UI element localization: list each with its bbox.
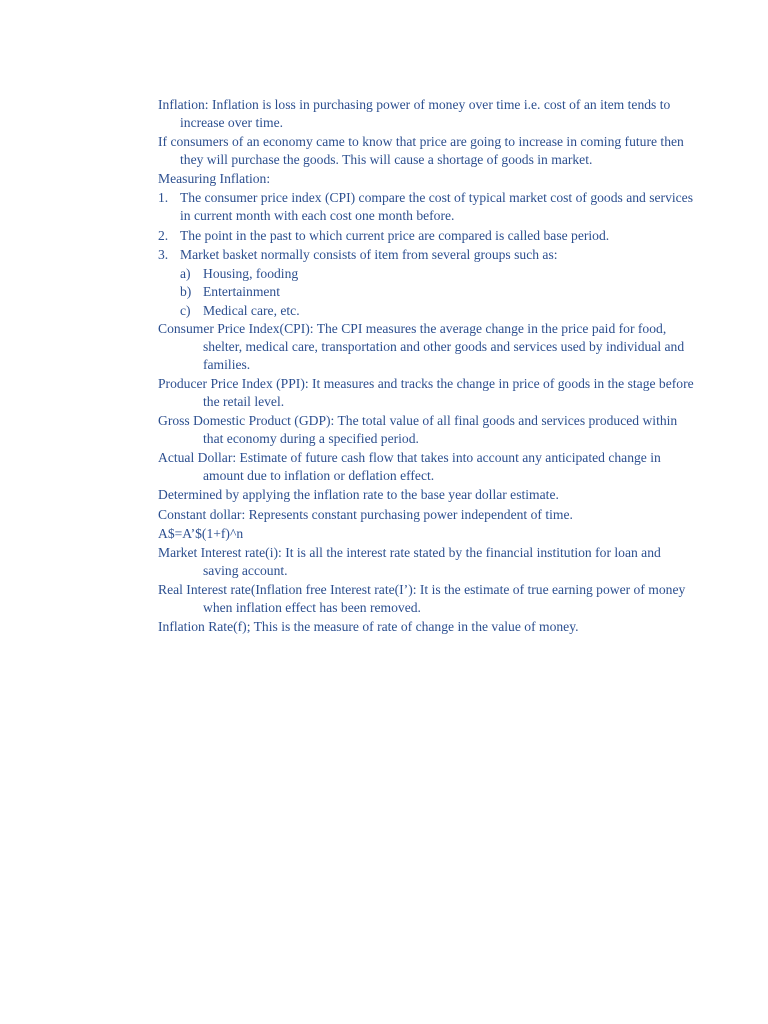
list-item-text: The point in the past to which current price are compared is called base period.	[180, 227, 610, 243]
real-interest-definition: Real Interest rate(Inflation free Interest rate(I’): It is the estimate of true earning power of money when inflation effect has been removed.	[158, 582, 686, 616]
list-marker: 1.	[158, 190, 169, 206]
formula: A$=A’$(1+f)^n	[158, 525, 244, 541]
list-item	[158, 227, 698, 245]
list-item	[158, 189, 698, 225]
sub-list-marker: b)	[180, 284, 192, 300]
list-item-text: The consumer price index (CPI) compare the cost of typical market cost of goods and services in current month with each cost one month before.	[180, 190, 693, 224]
sub-list-item-text: Entertainment	[203, 284, 281, 300]
measuring-inflation-heading: Measuring Inflation:	[158, 171, 271, 187]
actual-dollar-definition: Actual Dollar: Estimate of future cash flow that takes into account any anticipated change in amount due to inflation or deflation effect.	[158, 450, 661, 483]
ppi-definition: Producer Price Index (PPI): It measures and tracks the change in price of goods in the stage before the retail level.	[158, 375, 694, 409]
cpi-definition: Consumer Price Index(CPI): The CPI measures the average change in the price paid for food, shelter, medical care, transportation and other goods and services used by individual and families.	[158, 321, 685, 372]
sub-list-item-text: Medical care, etc.	[203, 302, 300, 318]
sub-list-marker: a)	[180, 266, 191, 282]
list-marker: 3.	[158, 246, 169, 262]
sub-list-item	[158, 302, 698, 320]
market-interest-definition: Market Interest rate(i): It is all the interest rate stated by the financial institution for loan and saving account.	[158, 545, 661, 578]
inflation-rate-definition: Inflation Rate(f); This is the measure of rate of change in the value of money.	[158, 619, 579, 635]
sub-list-item	[158, 283, 698, 301]
list-marker: 2.	[158, 227, 169, 243]
sub-list-item-text: Housing, fooding	[203, 266, 299, 282]
gdp-definition: Gross Domestic Product (GDP): The total value of all final goods and services produced within that economy during a specified period.	[158, 413, 678, 446]
consumers-paragraph: If consumers of an economy came to know that price are going to increase in coming future then they will purchase the goods. This will cause a shortage of goods in market.	[158, 134, 684, 167]
determined-paragraph: Determined by applying the inflation rate to the base year dollar estimate.	[158, 487, 559, 503]
list-item-text: Market basket normally consists of item from several groups such as:	[180, 246, 558, 262]
document-body	[158, 96, 698, 638]
inflation-definition: Inflation: Inflation is loss in purchasing power of money over time i.e. cost of an item tends to increase over time.	[158, 97, 671, 130]
sub-list-marker: c)	[180, 302, 191, 318]
list-item	[158, 246, 698, 264]
sub-list-item	[158, 265, 698, 283]
constant-dollar-definition: Constant dollar: Represents constant purchasing power independent of time.	[158, 506, 573, 522]
